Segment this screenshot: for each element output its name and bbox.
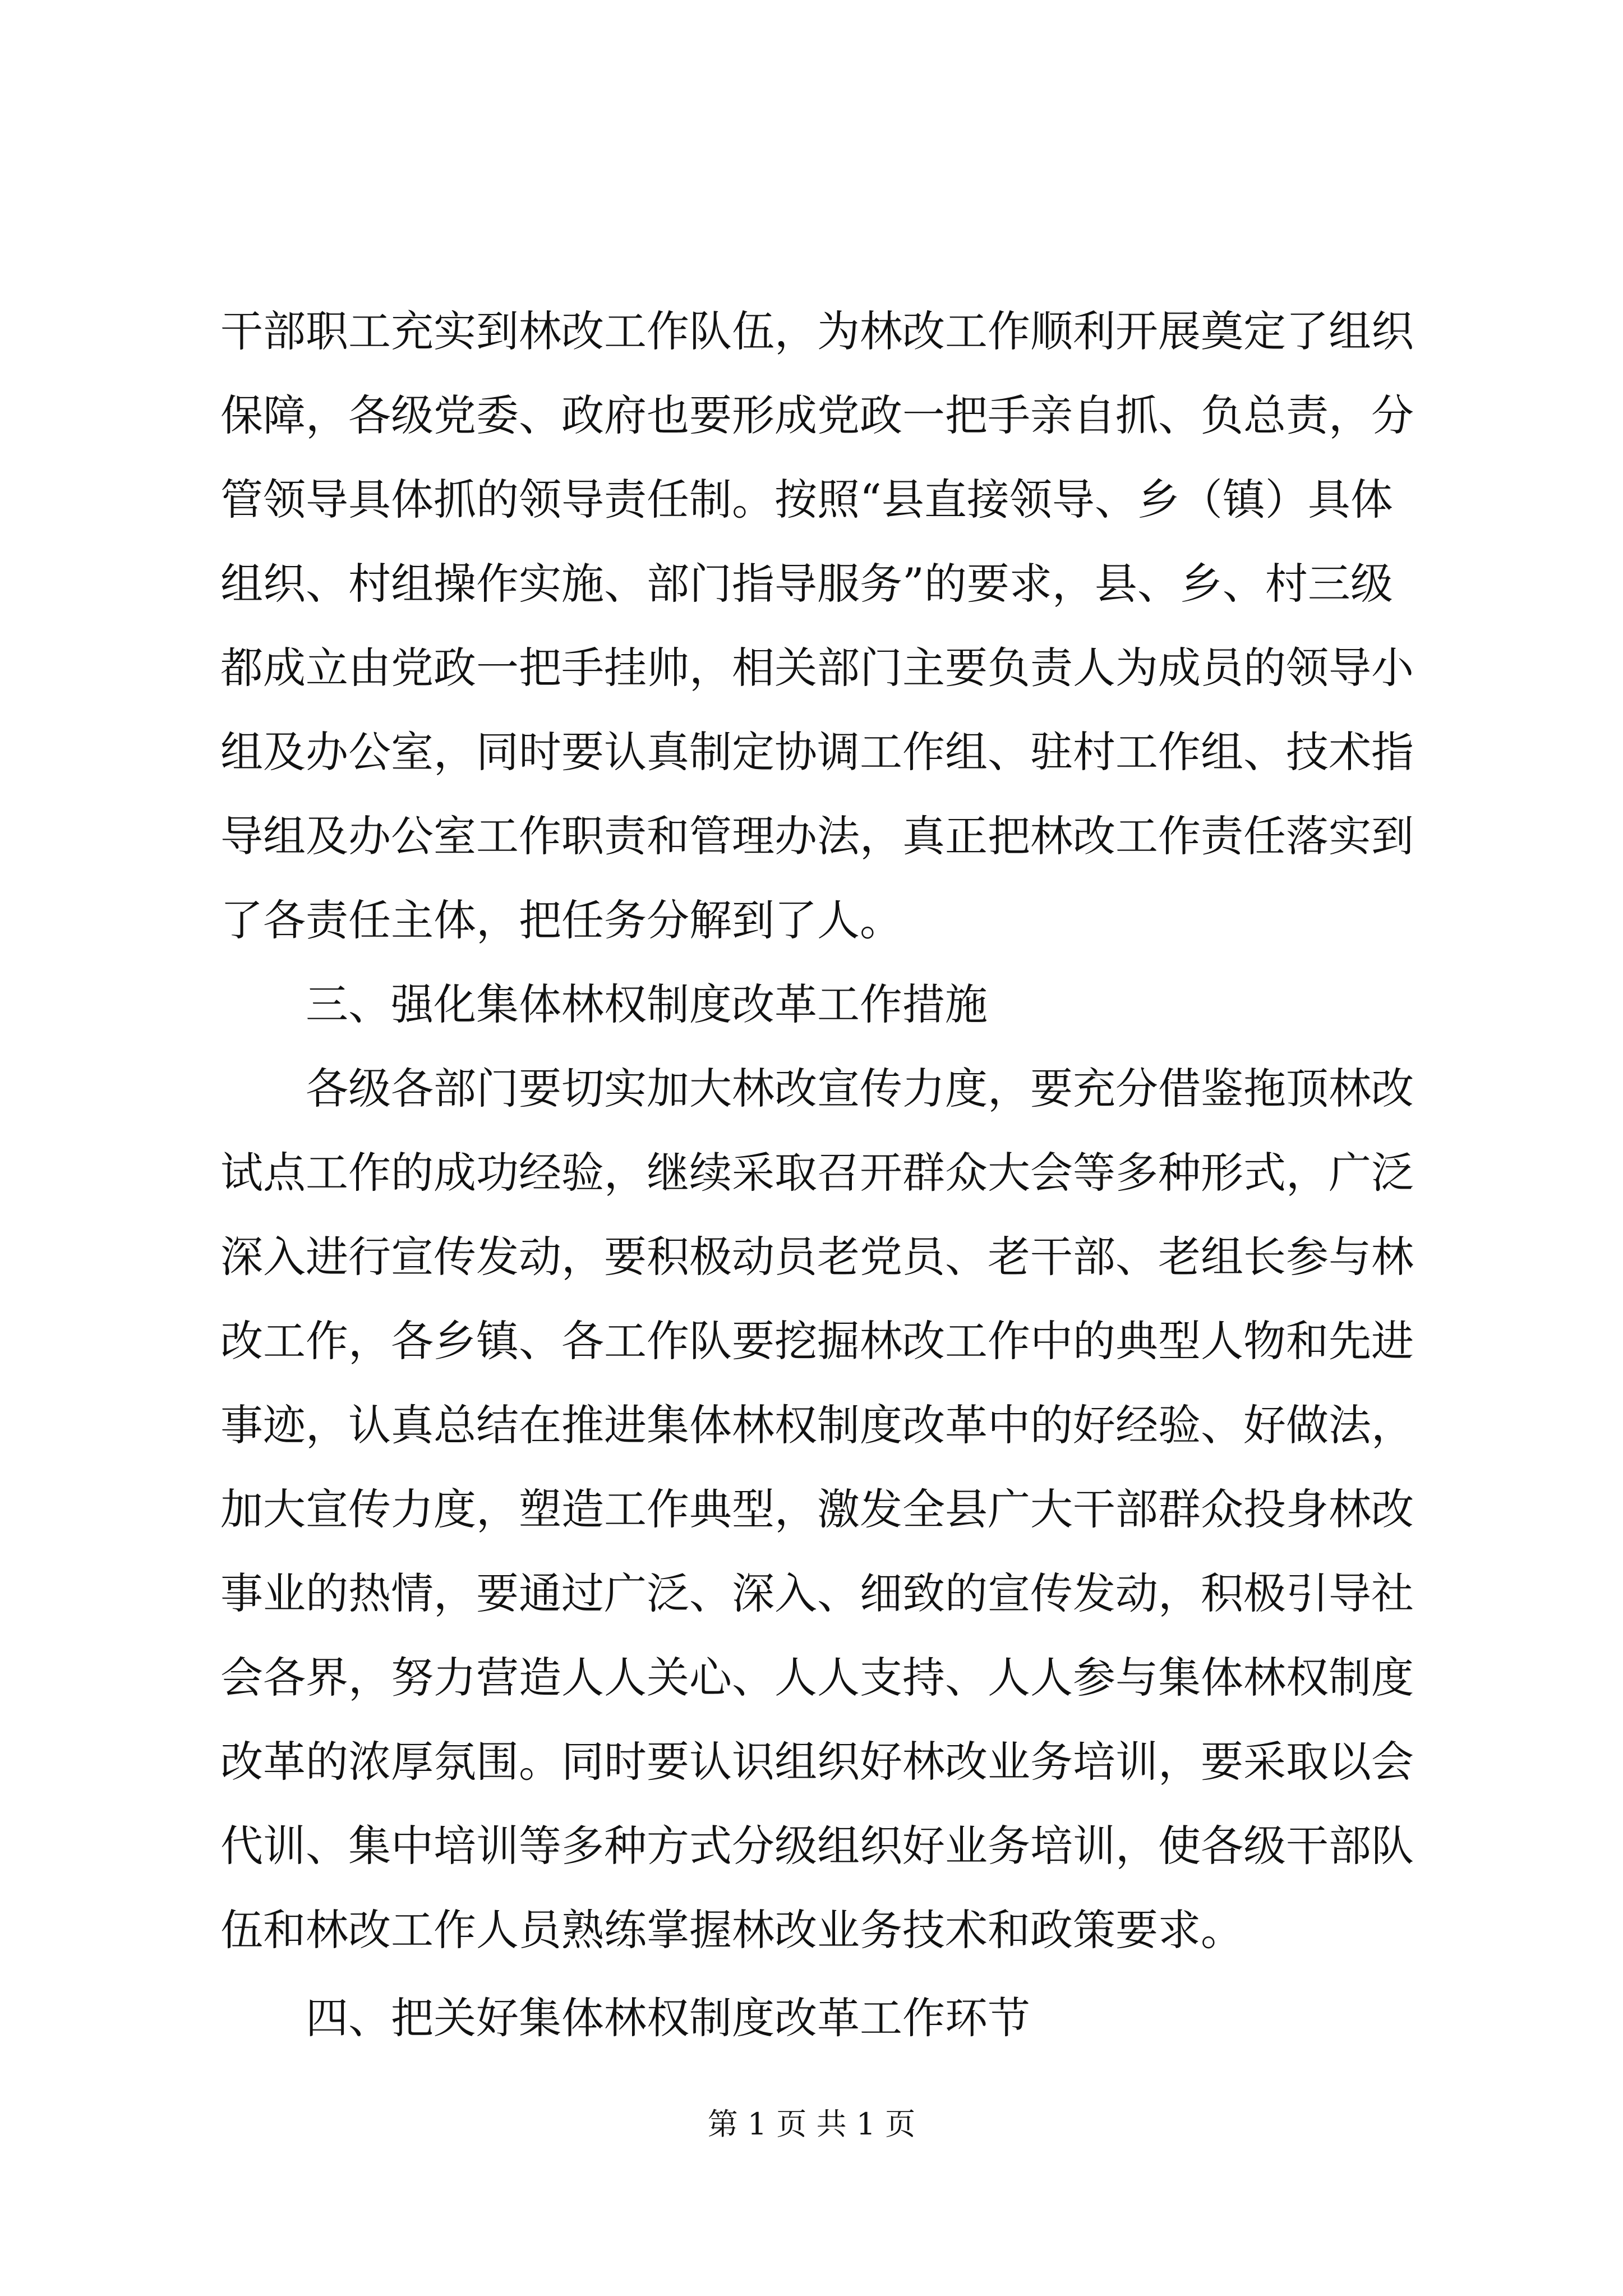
text-line: 管领导具体抓的领导责任制。按照“县直接领导、乡（镇）具体 [220,475,1393,524]
text-line: 了各责任主体，把任务分解到了人。 [220,895,902,945]
text-line: 改工作，各乡镇、各工作队要挖掘林改工作中的典型人物和先进 [220,1316,1414,1366]
text-line: 各级各部门要切实加大林改宣传力度，要充分借鉴拖顶林改 [306,1064,1414,1114]
text-line: 深入进行宣传发动，要积极动员老党员、老干部、老组长参与林 [220,1232,1414,1282]
text-line: 伍和林改工作人员熟练掌握林改业务技术和政策要求。 [220,1905,1243,1955]
text-line: 都成立由党政一把手挂帅，相关部门主要负责人为成员的领导小 [220,643,1414,693]
text-line: 导组及办公室工作职责和管理办法，真正把林改工作责任落实到 [220,811,1414,861]
page-number-footer: 第 1 页 共 1 页 [707,2106,916,2142]
text-line: 试点工作的成功经验，继续采取召开群众大会等多种形式，广泛 [220,1148,1414,1198]
text-line: 干部职工充实到林改工作队伍，为林改工作顺利开展奠定了组织 [220,306,1414,356]
text-line: 事业的热情，要通过广泛、深入、细致的宣传发动，积极引导社 [220,1568,1414,1618]
text-line: 会各界，努力营造人人关心、人人支持、人人参与集体林权制度 [220,1653,1414,1703]
text-line: 组织、村组操作实施、部门指导服务”的要求，县、乡、村三级 [220,559,1393,609]
text-line: 代训、集中培训等多种方式分级组织好业务培训，使各级干部队 [220,1821,1414,1871]
text-line: 事迹，认真总结在推进集体林权制度改革中的好经验、好做法， [220,1400,1414,1450]
text-line: 组及办公室，同时要认真制定协调工作组、驻村工作组、技术指 [220,727,1414,777]
text-line: 改革的浓厚氛围。同时要认识组织好林改业务培训，要采取以会 [220,1737,1414,1787]
text-line: 加大宣传力度，塑造工作典型，激发全县广大干部群众投身林改 [220,1484,1414,1534]
text-line: 保障，各级党委、政府也要形成党政一把手亲自抓、负总责，分 [220,390,1414,440]
section-heading: 三、强化集体林权制度改革工作措施 [306,979,988,1029]
section-heading: 四、把关好集体林权制度改革工作环节 [306,1993,1030,2043]
